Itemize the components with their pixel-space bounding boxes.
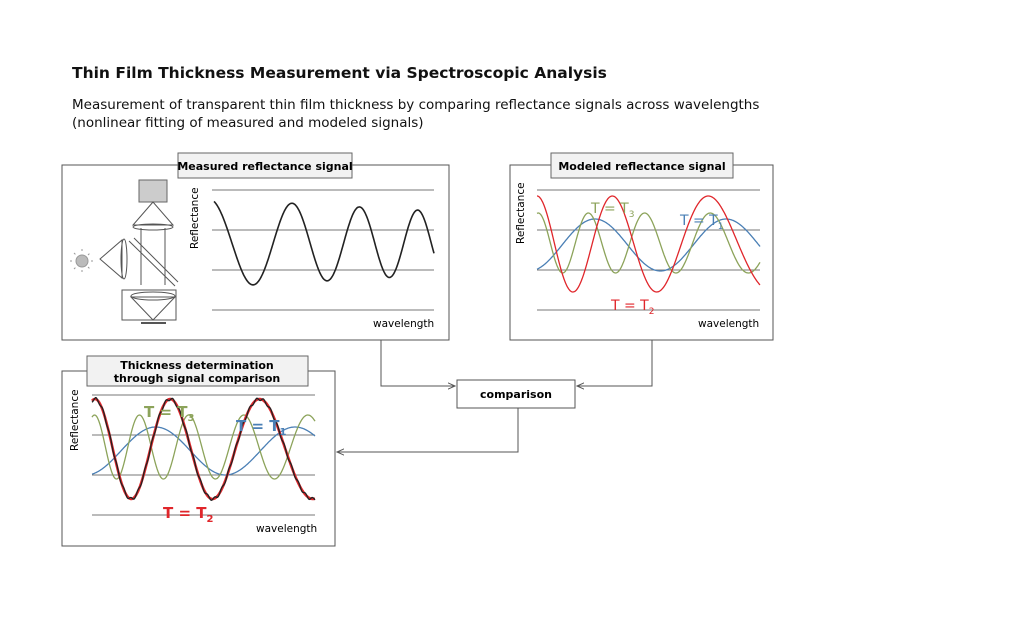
thickness-label-t3: $T = T_3$ [144, 403, 195, 424]
measured-panel-frame [62, 165, 449, 340]
modeled-label-t2: $T = T_2$ [611, 298, 655, 317]
thickness-x-axis-label: wavelength [256, 523, 318, 535]
modeled-panel-label: Modeled reflectance signal [558, 160, 726, 173]
comparison-node [457, 380, 575, 408]
measured-panel-label: Measured reflectance signal [177, 160, 353, 173]
subtitle-line-2: (nonlinear fitting of measured and modeled signals) [72, 115, 424, 131]
modeled-x-axis-label: wavelength [698, 318, 760, 330]
thickness-panel [62, 356, 335, 546]
thickness-label-t1: $T = T_1$ [236, 417, 287, 438]
thickness-label-t2: $T = T_2$ [163, 504, 214, 525]
detector [139, 180, 167, 202]
page-title: Thin Film Thickness Measurement via Spectroscopic Analysis [72, 64, 607, 82]
thickness-y-axis-label: Reflectance [69, 389, 81, 451]
arrow-modeled-to-comparison [577, 340, 652, 386]
arrow-measured-to-comparison [381, 340, 455, 386]
comparison-label: comparison [480, 388, 552, 401]
thickness-panel-label-line-1: Thickness determination [120, 359, 274, 372]
thickness-panel-label-line-2: through signal comparison [113, 372, 281, 385]
measured-panel [62, 153, 449, 340]
arrow-comparison-to-thickness [337, 408, 518, 452]
modeled-panel [510, 153, 773, 340]
modeled-label-t3: $T = T_3$ [591, 201, 635, 220]
subtitle-line-1: Measurement of transparent thin film thickness by comparing reflectance signals across wavelengths [72, 97, 760, 113]
modeled-label-t1: $T = T_1$ [680, 213, 724, 232]
measured-x-axis-label: wavelength [373, 318, 435, 330]
measured-y-axis-label: Reflectance [189, 187, 201, 249]
modeled-y-axis-label: Reflectance [515, 182, 527, 244]
